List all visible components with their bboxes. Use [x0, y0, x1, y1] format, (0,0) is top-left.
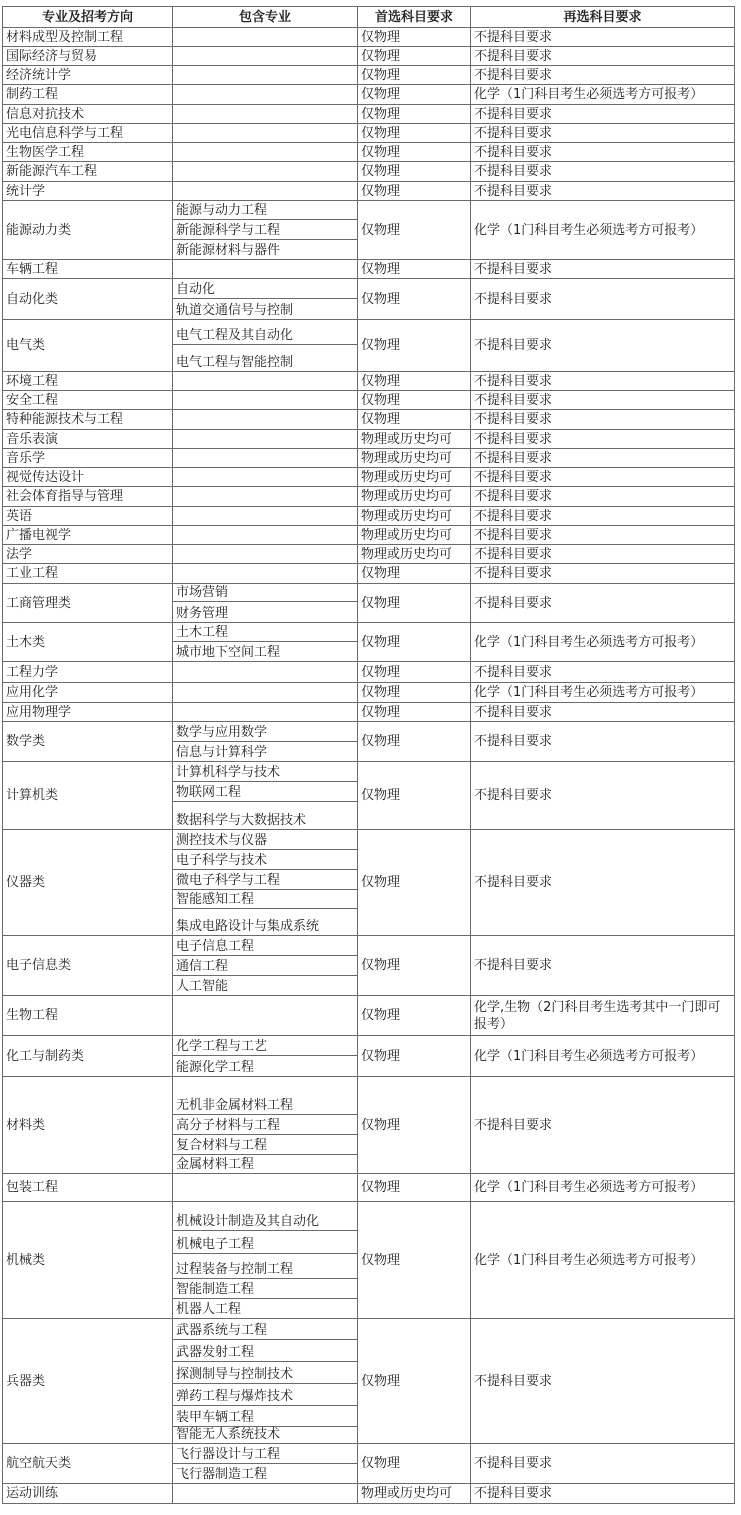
table-row — [3, 545, 735, 564]
included-majors-cell — [173, 703, 358, 722]
major-cell: 化工与制药类 — [3, 1036, 173, 1077]
included-major-item: 智能感知工程 — [173, 890, 357, 909]
second-subject-cell: 不提科目要求 — [471, 320, 735, 372]
first-subject-cell: 仅物理 — [358, 1202, 471, 1319]
second-subject-cell: 不提科目要求 — [471, 545, 735, 564]
major-cell: 环境工程 — [3, 372, 173, 391]
first-subject-cell: 仅物理 — [358, 260, 471, 279]
table-row — [3, 564, 735, 584]
included-majors-cell — [173, 449, 358, 468]
second-subject-cell: 不提科目要求 — [471, 662, 735, 683]
included-majors-cell — [173, 105, 358, 124]
included-majors-cell — [173, 722, 358, 762]
included-major-item: 电气工程及其自动化 — [173, 320, 357, 345]
major-cell: 社会体育指导与管理 — [3, 487, 173, 507]
table-row — [3, 449, 735, 468]
included-majors-cell — [173, 66, 358, 85]
included-major-item: 能源化学工程 — [176, 1060, 255, 1075]
second-subject-cell: 化学（1门科目考生必须选考方可报考） — [471, 1202, 735, 1319]
first-subject-cell: 物理或历史均可 — [358, 1484, 471, 1504]
major-cell: 制药工程 — [3, 85, 173, 105]
first-subject-cell: 物理或历史均可 — [358, 487, 471, 507]
included-majors-cell — [173, 662, 358, 683]
second-subject-cell: 不提科目要求 — [471, 487, 735, 507]
table-row — [3, 28, 735, 47]
first-subject-cell: 仅物理 — [358, 662, 471, 683]
first-subject-cell: 物理或历史均可 — [358, 526, 471, 545]
second-subject-cell: 不提科目要求 — [471, 507, 735, 526]
first-subject-cell: 仅物理 — [358, 124, 471, 143]
included-major-item: 轨道交通信号与控制 — [176, 303, 294, 318]
table-row — [3, 1174, 735, 1202]
first-subject-cell: 仅物理 — [358, 372, 471, 391]
major-cell: 包装工程 — [3, 1174, 173, 1202]
included-majors-cell — [173, 830, 358, 936]
second-subject-cell: 不提科目要求 — [471, 260, 735, 279]
major-cell: 数学类 — [3, 722, 173, 762]
included-majors-cell — [173, 28, 358, 47]
first-subject-cell: 仅物理 — [358, 28, 471, 47]
header-major: 专业及招考方向 — [3, 7, 173, 28]
table-row — [3, 507, 735, 526]
major-cell: 工商管理类 — [3, 584, 173, 623]
table-row — [3, 1036, 735, 1077]
major-cell: 材料类 — [3, 1077, 173, 1174]
included-majors-cell — [173, 391, 358, 410]
first-subject-cell: 仅物理 — [358, 143, 471, 162]
table-row — [3, 584, 735, 623]
major-cell: 能源动力类 — [3, 201, 173, 260]
table-row — [3, 182, 735, 201]
second-subject-cell: 不提科目要求 — [471, 584, 735, 623]
included-majors-cell — [173, 320, 358, 372]
table-row — [3, 623, 735, 662]
first-subject-cell: 仅物理 — [358, 936, 471, 996]
subject-requirements-table — [2, 6, 735, 1504]
major-cell: 计算机类 — [3, 762, 173, 830]
first-subject-cell: 仅物理 — [358, 1174, 471, 1202]
included-majors-cell — [173, 1319, 358, 1444]
included-major-item: 市场营销 — [173, 584, 357, 602]
included-major-item: 财务管理 — [176, 606, 229, 621]
second-subject-cell: 不提科目要求 — [471, 430, 735, 449]
second-subject-cell: 不提科目要求 — [471, 143, 735, 162]
first-subject-cell: 仅物理 — [358, 320, 471, 372]
second-subject-cell: 不提科目要求 — [471, 1484, 735, 1504]
included-major-item: 弹药工程与爆炸技术 — [173, 1384, 357, 1406]
first-subject-cell: 仅物理 — [358, 162, 471, 182]
included-major-item: 武器系统与工程 — [173, 1319, 357, 1340]
first-subject-cell: 仅物理 — [358, 1319, 471, 1444]
table-row — [3, 703, 735, 722]
major-cell: 统计学 — [3, 182, 173, 201]
included-major-item: 无机非金属材料工程 — [173, 1077, 357, 1115]
included-major-item: 化学工程与工艺 — [173, 1036, 357, 1056]
header-second-subject: 再选科目要求 — [471, 7, 735, 28]
major-cell: 材料成型及控制工程 — [3, 28, 173, 47]
table-row — [3, 391, 735, 410]
included-majors-cell — [173, 936, 358, 996]
included-majors-cell — [173, 124, 358, 143]
second-subject-cell: 不提科目要求 — [471, 47, 735, 66]
second-subject-cell: 化学（1门科目考生必须选考方可报考） — [471, 1036, 735, 1077]
table-header-row — [3, 7, 735, 28]
second-subject-cell: 化学（1门科目考生必须选考方可报考） — [471, 683, 735, 703]
first-subject-cell: 仅物理 — [358, 391, 471, 410]
included-major-item: 武器发射工程 — [173, 1340, 357, 1362]
second-subject-cell: 不提科目要求 — [471, 526, 735, 545]
second-subject-cell: 不提科目要求 — [471, 182, 735, 201]
included-major-item: 金属材料工程 — [176, 1157, 255, 1172]
first-subject-cell: 物理或历史均可 — [358, 468, 471, 487]
major-cell: 运动训练 — [3, 1484, 173, 1504]
table-row — [3, 662, 735, 683]
included-majors-cell — [173, 260, 358, 279]
included-majors-cell — [173, 47, 358, 66]
included-majors-cell — [173, 623, 358, 662]
included-major-item: 土木工程 — [173, 623, 357, 642]
included-major-item: 智能无人系统技术 — [176, 1427, 281, 1442]
major-cell: 电子信息类 — [3, 936, 173, 996]
table-row — [3, 85, 735, 105]
first-subject-cell: 仅物理 — [358, 47, 471, 66]
table-row — [3, 830, 735, 936]
second-subject-cell: 不提科目要求 — [471, 564, 735, 584]
table-row — [3, 1444, 735, 1484]
included-majors-cell — [173, 584, 358, 623]
header-first-subject: 首选科目要求 — [358, 7, 471, 28]
included-major-item: 复合材料与工程 — [173, 1135, 357, 1155]
table-row — [3, 279, 735, 320]
table-row — [3, 260, 735, 279]
included-majors-cell — [173, 1484, 358, 1504]
included-majors-cell — [173, 279, 358, 320]
first-subject-cell: 仅物理 — [358, 683, 471, 703]
table-row — [3, 1202, 735, 1319]
second-subject-cell: 不提科目要求 — [471, 449, 735, 468]
included-majors-cell — [173, 201, 358, 260]
second-subject-cell: 不提科目要求 — [471, 722, 735, 762]
table-row — [3, 487, 735, 507]
first-subject-cell: 仅物理 — [358, 279, 471, 320]
included-major-item: 飞行器设计与工程 — [173, 1444, 357, 1464]
included-majors-cell — [173, 762, 358, 830]
major-cell: 视觉传达设计 — [3, 468, 173, 487]
table-body — [3, 28, 735, 1504]
table-row — [3, 936, 735, 996]
major-cell: 音乐表演 — [3, 430, 173, 449]
first-subject-cell: 物理或历史均可 — [358, 449, 471, 468]
included-majors-cell — [173, 507, 358, 526]
first-subject-cell: 仅物理 — [358, 830, 471, 936]
first-subject-cell: 仅物理 — [358, 623, 471, 662]
included-major-item: 测控技术与仪器 — [173, 830, 357, 850]
included-majors-cell — [173, 162, 358, 182]
second-subject-cell: 不提科目要求 — [471, 762, 735, 830]
included-majors-cell — [173, 1036, 358, 1077]
second-subject-cell: 化学（1门科目考生必须选考方可报考） — [471, 1174, 735, 1202]
included-major-item: 高分子材料与工程 — [173, 1115, 357, 1135]
included-major-item: 过程装备与控制工程 — [173, 1254, 357, 1279]
first-subject-cell: 物理或历史均可 — [358, 545, 471, 564]
included-major-item: 微电子科学与工程 — [173, 870, 357, 890]
first-subject-cell: 仅物理 — [358, 105, 471, 124]
major-cell: 土木类 — [3, 623, 173, 662]
major-cell: 兵器类 — [3, 1319, 173, 1444]
second-subject-cell: 不提科目要求 — [471, 1444, 735, 1484]
included-major-item: 机械电子工程 — [173, 1231, 357, 1254]
second-subject-cell: 不提科目要求 — [471, 28, 735, 47]
major-cell: 自动化类 — [3, 279, 173, 320]
second-subject-cell: 化学（1门科目考生必须选考方可报考） — [471, 623, 735, 662]
included-major-item: 信息与计算科学 — [176, 745, 268, 760]
included-majors-cell — [173, 545, 358, 564]
table-row — [3, 526, 735, 545]
included-major-item: 集成电路设计与集成系统 — [176, 919, 320, 934]
included-major-item: 能源与动力工程 — [173, 201, 357, 220]
major-cell: 法学 — [3, 545, 173, 564]
second-subject-cell: 不提科目要求 — [471, 703, 735, 722]
included-major-item: 自动化 — [173, 279, 357, 299]
second-subject-cell: 不提科目要求 — [471, 468, 735, 487]
table-row — [3, 320, 735, 372]
second-subject-cell: 不提科目要求 — [471, 1319, 735, 1444]
included-major-item: 飞行器制造工程 — [176, 1467, 268, 1482]
table-row — [3, 47, 735, 66]
included-major-item: 城市地下空间工程 — [176, 645, 281, 660]
first-subject-cell: 仅物理 — [358, 564, 471, 584]
included-majors-cell — [173, 468, 358, 487]
major-cell: 信息对抗技术 — [3, 105, 173, 124]
first-subject-cell: 仅物理 — [358, 996, 471, 1036]
table-row — [3, 143, 735, 162]
included-major-item: 新能源材料与器件 — [176, 243, 281, 258]
table-row — [3, 66, 735, 85]
included-majors-cell — [173, 683, 358, 703]
first-subject-cell: 仅物理 — [358, 1077, 471, 1174]
first-subject-cell: 仅物理 — [358, 66, 471, 85]
first-subject-cell: 仅物理 — [358, 410, 471, 430]
first-subject-cell: 仅物理 — [358, 85, 471, 105]
included-major-item: 机械设计制造及其自动化 — [173, 1202, 357, 1231]
major-cell: 工程力学 — [3, 662, 173, 683]
major-cell: 工业工程 — [3, 564, 173, 584]
second-subject-cell: 不提科目要求 — [471, 1077, 735, 1174]
included-majors-cell — [173, 372, 358, 391]
table-row — [3, 762, 735, 830]
header-included-majors: 包含专业 — [173, 7, 358, 28]
table-row — [3, 996, 735, 1036]
second-subject-cell: 不提科目要求 — [471, 124, 735, 143]
table-row — [3, 722, 735, 762]
included-majors-cell — [173, 564, 358, 584]
table-row — [3, 162, 735, 182]
included-major-item: 电子信息工程 — [173, 936, 357, 956]
major-cell: 音乐学 — [3, 449, 173, 468]
major-cell: 航空航天类 — [3, 1444, 173, 1484]
first-subject-cell: 物理或历史均可 — [358, 507, 471, 526]
second-subject-cell: 化学（1门科目考生必须选考方可报考） — [471, 85, 735, 105]
included-major-item: 人工智能 — [176, 979, 229, 994]
included-major-item: 新能源科学与工程 — [173, 220, 357, 240]
major-cell: 特种能源技术与工程 — [3, 410, 173, 430]
second-subject-cell: 不提科目要求 — [471, 830, 735, 936]
second-subject-cell: 不提科目要求 — [471, 372, 735, 391]
included-major-item: 数学与应用数学 — [173, 722, 357, 742]
included-major-item: 电子科学与技术 — [173, 850, 357, 870]
table-row — [3, 1484, 735, 1504]
second-subject-cell: 不提科目要求 — [471, 410, 735, 430]
first-subject-cell: 仅物理 — [358, 1444, 471, 1484]
major-cell: 应用物理学 — [3, 703, 173, 722]
included-majors-cell — [173, 1444, 358, 1484]
included-major-item: 数据科学与大数据技术 — [176, 813, 307, 828]
table-row — [3, 201, 735, 260]
included-major-item: 电气工程与智能控制 — [176, 355, 294, 370]
first-subject-cell: 仅物理 — [358, 584, 471, 623]
included-major-item: 通信工程 — [173, 956, 357, 976]
first-subject-cell: 仅物理 — [358, 762, 471, 830]
table-row — [3, 410, 735, 430]
table-row — [3, 1077, 735, 1174]
second-subject-cell: 不提科目要求 — [471, 66, 735, 85]
included-majors-cell — [173, 526, 358, 545]
included-major-item: 装甲车辆工程 — [173, 1406, 357, 1427]
second-subject-cell: 化学,生物（2门科目考生选考其中一门即可报考） — [471, 996, 735, 1036]
major-cell: 广播电视学 — [3, 526, 173, 545]
table-row — [3, 105, 735, 124]
table-row — [3, 124, 735, 143]
second-subject-cell: 不提科目要求 — [471, 279, 735, 320]
included-majors-cell — [173, 143, 358, 162]
second-subject-cell: 不提科目要求 — [471, 391, 735, 410]
included-majors-cell — [173, 182, 358, 201]
major-cell: 应用化学 — [3, 683, 173, 703]
second-subject-cell: 化学（1门科目考生必须选考方可报考） — [471, 201, 735, 260]
included-major-item: 物联网工程 — [173, 782, 357, 802]
major-cell: 车辆工程 — [3, 260, 173, 279]
first-subject-cell: 仅物理 — [358, 1036, 471, 1077]
major-cell: 经济统计学 — [3, 66, 173, 85]
major-cell: 仪器类 — [3, 830, 173, 936]
major-cell: 机械类 — [3, 1202, 173, 1319]
second-subject-cell: 不提科目要求 — [471, 105, 735, 124]
included-majors-cell — [173, 1077, 358, 1174]
table-row — [3, 468, 735, 487]
major-cell: 光电信息科学与工程 — [3, 124, 173, 143]
second-subject-cell: 不提科目要求 — [471, 936, 735, 996]
included-majors-cell — [173, 430, 358, 449]
table-row — [3, 430, 735, 449]
second-subject-cell: 不提科目要求 — [471, 162, 735, 182]
included-majors-cell — [173, 996, 358, 1036]
included-major-item: 机器人工程 — [176, 1302, 242, 1317]
major-cell: 英语 — [3, 507, 173, 526]
major-cell: 国际经济与贸易 — [3, 47, 173, 66]
table-row — [3, 1319, 735, 1444]
included-majors-cell — [173, 1174, 358, 1202]
included-majors-cell — [173, 1202, 358, 1319]
included-majors-cell — [173, 410, 358, 430]
included-majors-cell — [173, 85, 358, 105]
major-cell: 新能源汽车工程 — [3, 162, 173, 182]
included-major-item: 计算机科学与技术 — [173, 762, 357, 782]
major-cell: 生物医学工程 — [3, 143, 173, 162]
first-subject-cell: 仅物理 — [358, 703, 471, 722]
major-cell: 电气类 — [3, 320, 173, 372]
major-cell: 生物工程 — [3, 996, 173, 1036]
major-cell: 安全工程 — [3, 391, 173, 410]
first-subject-cell: 仅物理 — [358, 182, 471, 201]
included-majors-cell — [173, 487, 358, 507]
first-subject-cell: 物理或历史均可 — [358, 430, 471, 449]
table-row — [3, 372, 735, 391]
table-row — [3, 683, 735, 703]
included-major-item: 智能制造工程 — [173, 1279, 357, 1299]
included-major-item: 探测制导与控制技术 — [173, 1362, 357, 1384]
first-subject-cell: 仅物理 — [358, 201, 471, 260]
first-subject-cell: 仅物理 — [358, 722, 471, 762]
